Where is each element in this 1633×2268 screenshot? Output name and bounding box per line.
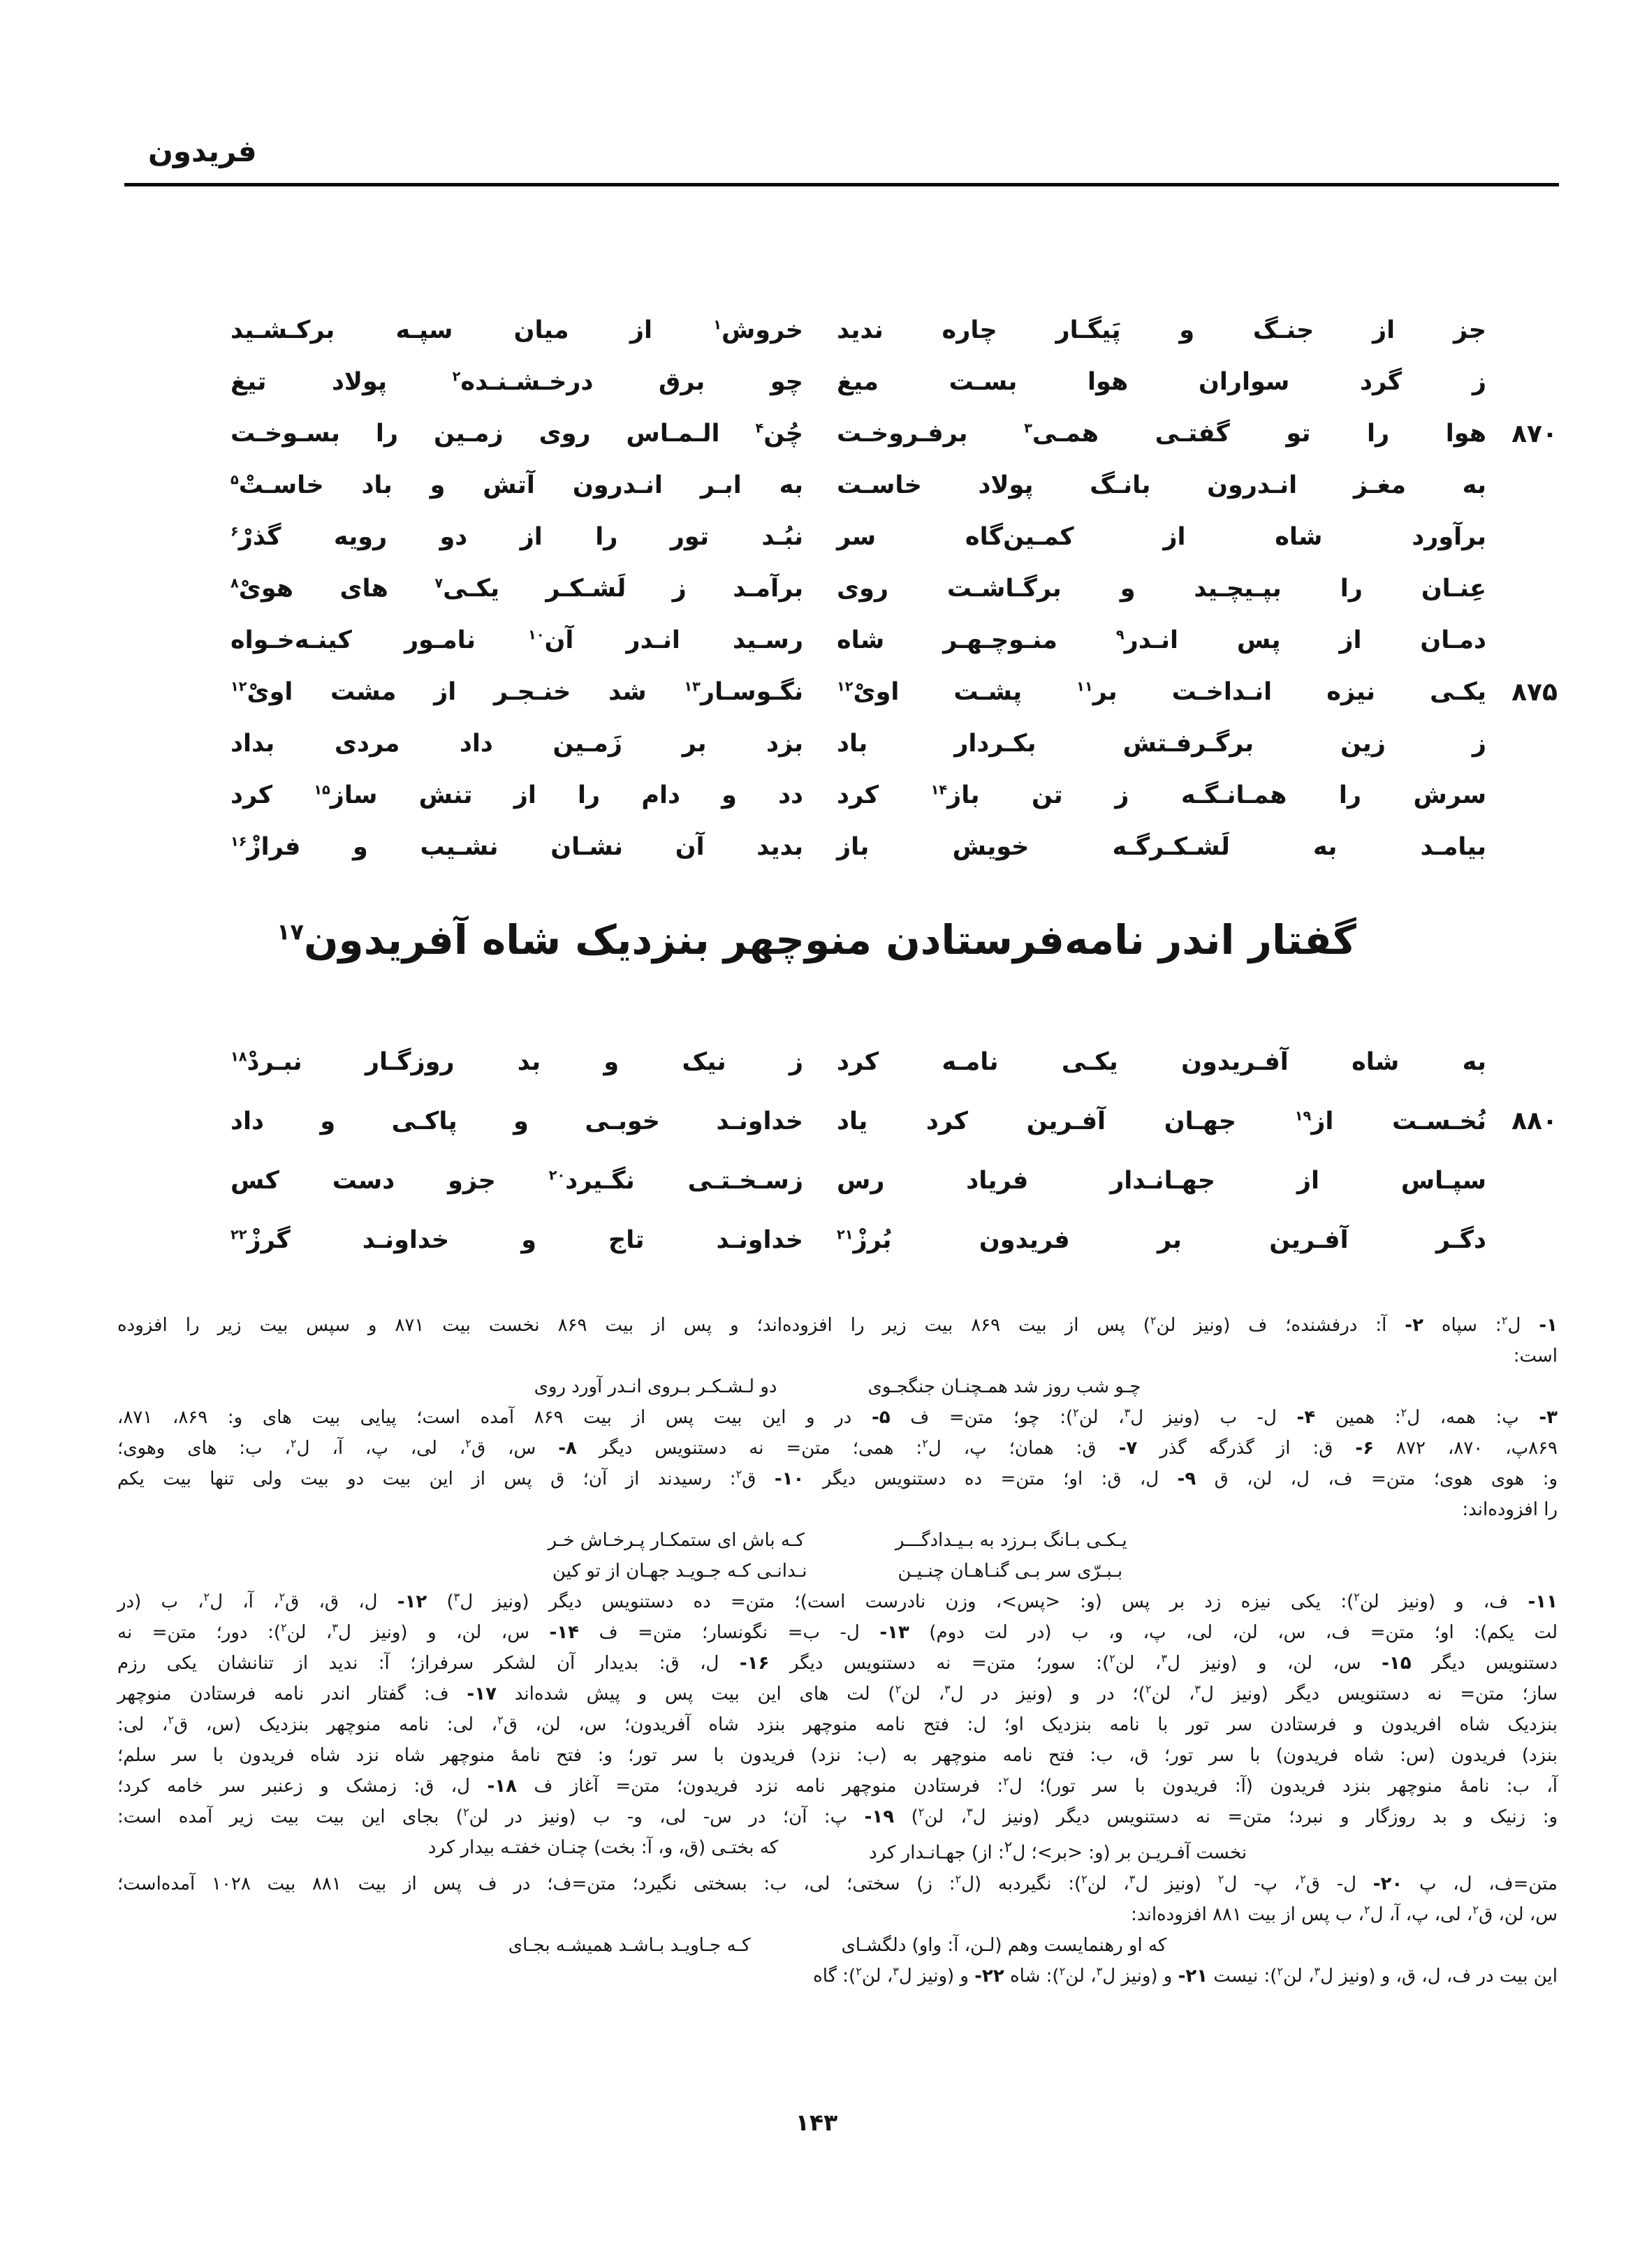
verse-row bbox=[230, 666, 1558, 718]
footnote-hemistich-left: دو لـشـکـر بـروی انـدر آورد روی bbox=[534, 1376, 777, 1397]
footnote-line: بنزد) فریدون (س: شاه فریدون) با سر تور؛ ق، ب: فتح نامه منوچهر به (ب: نزد) فریدون با سر تور؛ و: فتح نامۀ منوچهر شاه نزد شاه فریدون با سر سلم؛ bbox=[117, 1745, 1558, 1766]
footnote-line: س، لن، ق$^۲$، لی، پ، آ، ل$^۲$، ب پس از بیت ۸۸۱ افزوده‌اند: bbox=[1131, 1903, 1558, 1925]
footnote-line: دستنویس دیگر ۱۵- س، لن، و (ونیز ل$^۳$، لن$^۲$): سور؛ متن= نه دستنویس دیگر ۱۶- ل، ق: بدیدار آن لشکر سرفراز؛ آ: ندید از تنانشان یکی رزم bbox=[117, 1651, 1558, 1674]
hemistich-right: به مغـز انـدرون بانـگ پولاد خاسـت bbox=[837, 471, 1486, 499]
footnote-hemistich-left: که بختـی (ق، و، آ: بخت) چنـان خفتـه بیدار کرد bbox=[427, 1837, 779, 1858]
verse-row bbox=[230, 718, 1558, 770]
hemistich-right: دمـان از پس انـدر$^۹$ منـوچـهـر شاه bbox=[837, 626, 1486, 654]
verse-row bbox=[230, 770, 1558, 821]
hemistich-right: ز گرد سواران هوا بسـت میغ bbox=[837, 368, 1486, 396]
hemistich-left: خداونـد تاج و خداونـد گرزْ$^{۲۲}$ bbox=[230, 1225, 803, 1254]
hemistich-left: خروش$^۱$ از میان سپـه برکـشـید bbox=[230, 316, 803, 344]
hemistich-left: بدید آن نشـان نشـیب و فرازْ$^{۱۶}$ bbox=[230, 833, 803, 861]
hemistich-right: نُخـسـت از$^{۱۹}$ جهـان آفـرین کرد یاد bbox=[837, 1107, 1486, 1135]
hemistich-right: برآورد شاه از کمـین‌گاه سر bbox=[837, 523, 1486, 551]
footnote-line: ۸۶۹پ، ۸۷۰، ۸۷۲ ۶- ق: از گذرگه گذر ۷- ق: همان؛ پ، ل$^۲$: همی؛ متن= نه دستنویس دیگر ۸- س، ق$^۲$، لی، پ، آ، ل$^۲$، ب: های وهوی؛ bbox=[117, 1436, 1558, 1459]
verse-row bbox=[230, 563, 1558, 614]
footnote-line: آ، ب: نامۀ منوچهر بنزد فریدون (آ: فریدون با سر تور)؛ ل$^۲$: فرستادن منوچهر نامه نزد فریدون؛ متن= آغاز ف ۱۸- ل، ق: زمشک و زعنبر سر خامه کرد؛ bbox=[117, 1774, 1558, 1797]
hemistich-left: بزد بر زَمـین داد مردی بداد bbox=[230, 730, 803, 758]
footnote-line: متن=ف، ل، پ ۲۰- ل- ق$^۲$، پ- ل$^۲$ (ونیز ل$^۳$، لن$^۲$): نگیردبه (ل$^۲$: ز) سختی؛ لی، ب: بسختی نگیرد؛ متن=ف؛ در ف پس از بیت ۸۸۱ بیت ۱۰۲۸ آمده‌است؛ bbox=[117, 1872, 1558, 1894]
footnote-line: را افزوده‌اند: bbox=[1462, 1499, 1558, 1520]
verse-row bbox=[230, 459, 1558, 511]
hemistich-left: نگـوسـار$^{۱۳}$ شد خنـجـر از مشت اویْ$^{۱۲}$ bbox=[230, 678, 803, 706]
footnote-line: لت یکم): او؛ متن= ف، س، لن، لی، پ، و، ب (در لت دوم) ۱۳- ل- ب= نگونسار؛ متن= ف ۱۴- س، لن، و (ونیز ل$^۳$، لن$^۲$): دور؛ متن= نه bbox=[117, 1621, 1558, 1643]
hemistich-left: نبُـد تور را از دو رویه گذرْ$^۶$ bbox=[230, 523, 803, 551]
poem-block-1 bbox=[230, 304, 1558, 873]
footnote-hemistich-left: نـدانـی کـه جـویـد جهـان از تو کین bbox=[552, 1561, 807, 1582]
footnote-verse bbox=[117, 1832, 1558, 1869]
footnote-verse bbox=[117, 1525, 1558, 1556]
hemistich-left: خداونـد خوبـی و پاکـی و داد bbox=[230, 1107, 803, 1135]
verse-row bbox=[230, 1151, 1558, 1210]
verse-number: ۸۷۰ bbox=[1511, 419, 1558, 448]
page-number: ۱۴۳ bbox=[795, 2109, 838, 2136]
hemistich-right: ز زین برگـرفـتش بکـردار باد bbox=[837, 730, 1486, 758]
running-title: فریدون bbox=[148, 134, 257, 168]
footnote-hemistich-right: که او رهنمایست وهم (لـن، آ: واو) دلگشـای bbox=[841, 1934, 1167, 1956]
hemistich-left: چو برق درخـشـنـده$^۲$ پولاد تیغ bbox=[230, 368, 803, 396]
hemistich-left: دد و دام را از تنش ساز$^{۱۵}$ کرد bbox=[230, 781, 803, 809]
hemistich-right: هوا را تو گفتـی همـی$^۳$ برفـروخـت bbox=[837, 420, 1486, 448]
hemistich-left: چُن$^۴$ الـمـاس روی زمـین را بسـوخـت bbox=[230, 420, 803, 448]
section-heading: گفتار اندر نامه‌فرستادن منوچهر بنزدیک شاه آفریدون$^{۱۷}$ bbox=[277, 916, 1356, 964]
verse-number: ۸۷۵ bbox=[1511, 677, 1558, 707]
verse-row bbox=[230, 1210, 1558, 1269]
header-rule bbox=[124, 183, 1559, 186]
footnote-hemistich-left: کـه جـاویـد بـاشـد همیشـه بجـای bbox=[508, 1934, 751, 1956]
verse-row bbox=[230, 408, 1558, 459]
footnote-line: ۳- پ: همه، ل$^۲$: همین ۴- ل- ب (ونیز ل$^۳$، لن$^۲$): چو؛ متن= ف ۵- در و این بیت پس از بیت ۸۶۹ آمده است؛ پیایی بیت های و: ۸۶۹، ۸۷۱، bbox=[117, 1406, 1558, 1428]
footnote-line: ساز؛ متن= نه دستنویس دیگر (ونیز ل$^۳$، لن$^۲$)؛ در و (ونیز در ل$^۳$، لن$^۲$) لت های این بیت پس و پیش شده‌اند ۱۷- ف: گفتار اندر نامه فرستادن منوچهر bbox=[117, 1682, 1558, 1704]
poem-block-2 bbox=[230, 1032, 1558, 1269]
verse-row bbox=[230, 1032, 1558, 1091]
hemistich-right: سپـاس از جهـانـدار فریاد رس bbox=[837, 1166, 1486, 1195]
footnote-verse bbox=[117, 1371, 1558, 1402]
footnote-hemistich-right: یـکـی بـانگ بـرزد به بـیـدادگـــر bbox=[895, 1530, 1127, 1551]
footnote-line: ۱- ل$^۲$: سپاه ۲- آ: درفشنده؛ ف (ونیز لن$^۲$) پس از بیت ۸۶۹ بیت زیر را افزوده‌اند؛ و پس از بیت ۸۶۹ نخست بیت ۸۷۱ و سپس بیت زیر را افزوده bbox=[117, 1313, 1558, 1336]
footnote-hemistich-left: کـه باش ای ستمکـار پـرخـاش خـر bbox=[548, 1530, 805, 1551]
footnote-line: بنزدیک شاه افریدون و فرستادن سر تور با نامه بنزدیک او؛ ل: فتح نامه منوچهر بنزد شاه آفریدون؛ س، لن، ق$^۲$، لی: نامه منوچهر بنزدیک (س، ق$^۲$، لی: bbox=[117, 1713, 1558, 1735]
verse-row bbox=[230, 356, 1558, 408]
hemistich-left: رسـید انـدر آن$^{۱۰}$ نامـور کینـه‌خـواه bbox=[230, 626, 803, 654]
footnote-hemistich-right: بـبـرّی سر بـی گنـاهـان چنـیـن bbox=[898, 1561, 1123, 1582]
hemistich-left: زسـخـتـی نگـیرد$^{۲۰}$ جزو دست کس bbox=[230, 1166, 803, 1195]
hemistich-right: یکـی نیزه انـداخـت بر$^{۱۱}$ پشـت اویْ$^{۱۲}$ bbox=[837, 678, 1486, 706]
footnote-line: است: bbox=[1513, 1346, 1558, 1367]
footnote-hemistich-right: چـو شب روز شد همـچنـان جنگجـوی bbox=[867, 1376, 1141, 1397]
footnote-line: ۱۱- ف، و (ونیز لن$^۲$): یکی نیزه زد بر پس (و: <پس>، وزن نادرست است)؛ متن= ده دستنویس دیگر (ونیز ل$^۳$) ۱۲- ل، ق، ق$^۲$، آ، ل$^۲$، ب (در bbox=[117, 1590, 1558, 1612]
hemistich-right: بیامـد به لَشـکـرگـه خویش باز bbox=[837, 833, 1486, 861]
hemistich-right: عِنـان را بپـیچـید و برگـاشـت روی bbox=[837, 575, 1486, 603]
verse-row bbox=[230, 511, 1558, 563]
hemistich-right: سرش را همـانـگـه ز تن باز$^{۱۴}$ کرد bbox=[837, 781, 1487, 809]
footnotes-apparatus bbox=[117, 1310, 1558, 1991]
footnote-verse bbox=[117, 1556, 1558, 1586]
verse-row bbox=[230, 614, 1558, 666]
hemistich-left: ز نیک و بد روزگـار نبـردْ$^{۱۸}$ bbox=[230, 1047, 803, 1076]
footnote-verse bbox=[117, 1930, 1558, 1961]
hemistich-right: به شاه آفـریدون یکـی نامـه کرد bbox=[837, 1047, 1486, 1076]
footnote-line: این بیت در ف، ل، ق، و (ونیز ل$^۳$، لن$^۲$): نیست ۲۱- و (ونیز ل$^۳$، لن$^۲$): شاه ۲۲- و (ونیز ل$^۳$، لن$^۲$): گاه bbox=[813, 1964, 1558, 1987]
verse-row bbox=[230, 304, 1558, 356]
footnote-hemistich-right: نخست آفـریـن بر (و: <بر>؛ ل$^۲$: از) جهـانـدار کرد bbox=[869, 1839, 1247, 1864]
footnote-line: و: زنیک و بد روزگار و نبرد؛ متن= نه دستنویس دیگر (ونیز ل$^۳$، لن$^۲$) ۱۹- پ: آن؛ در س- لی، و- ب (ونیز در لن$^۲$) بجای این بیت بیت زیر آمده است: bbox=[117, 1805, 1558, 1827]
hemistich-left: برآمـد ز لَشـکـر یکـی$^۷$ های هویْ$^۸$ bbox=[230, 575, 803, 603]
verse-row bbox=[230, 821, 1558, 873]
footnote-line: و: هوی هوی؛ متن= ف، ل، لن، ق ۹- ل، ق: او؛ متن= ده دستنویس دیگر ۱۰- ق$^۲$: رسیدند از آن؛ ق پس از این بیت دو بیت ولی تنها بیت یکم bbox=[117, 1467, 1558, 1489]
hemistich-right: جز از جنـگ و پَیگـار چاره ندید bbox=[837, 316, 1486, 344]
hemistich-right: دگـر آفـرین بر فریدون بُرزْ$^{۲۱}$ bbox=[837, 1225, 1486, 1254]
verse-number: ۸۸۰ bbox=[1511, 1107, 1558, 1135]
verse-row bbox=[230, 1091, 1558, 1151]
hemistich-left: به ابـر انـدرون آتش و باد خاسـتْ$^۵$ bbox=[230, 471, 803, 499]
